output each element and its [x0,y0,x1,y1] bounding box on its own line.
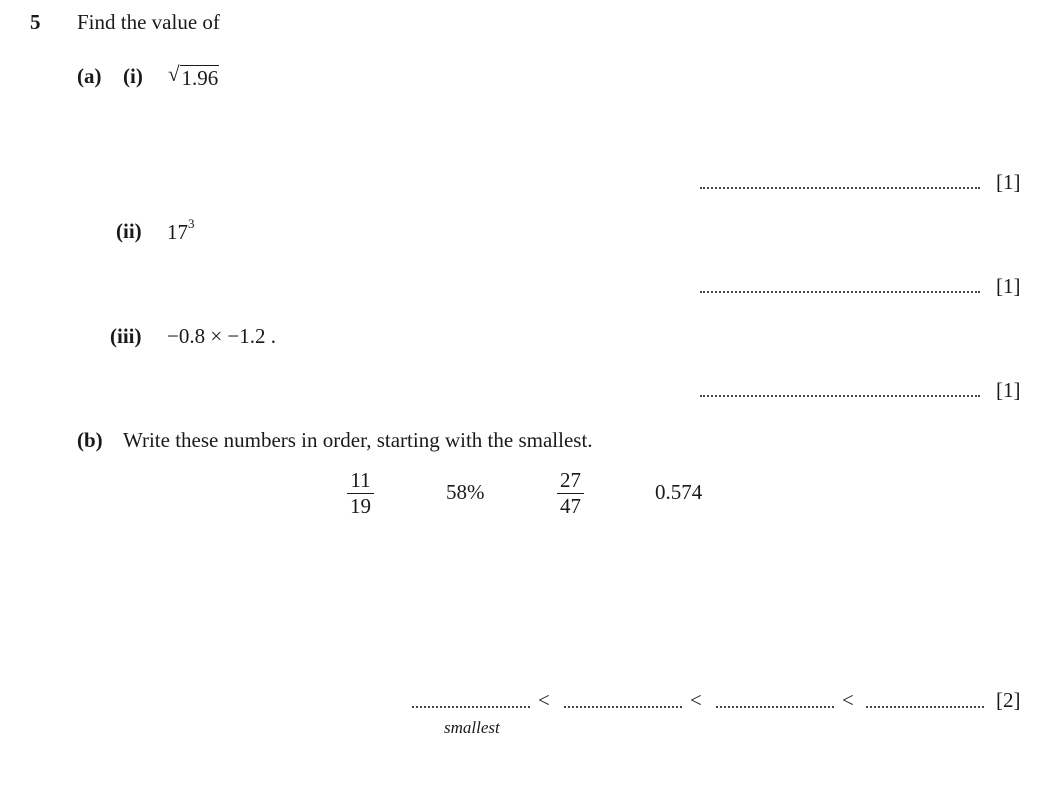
decimal-value: 0.574 [655,480,703,504]
percent-value: 58% [446,480,485,504]
radicand: 1.96 [181,66,219,90]
less-than-symbol: < [690,688,702,712]
question-prompt: Find the value of [77,10,220,34]
fraction-denominator: 47 [557,493,584,517]
answer-line-a-ii[interactable] [700,291,980,293]
order-answer-3[interactable] [716,706,834,708]
power-exponent: 3 [188,216,195,231]
part-b-label: (b) [77,428,103,452]
fraction-denominator: 19 [347,493,374,517]
order-answer-1[interactable] [412,706,530,708]
mark-b: [2] [996,688,1021,712]
answer-line-a-i[interactable] [700,187,980,189]
product-expression: −0.8 × −1.2 . [167,324,277,348]
smallest-label: smallest [444,718,500,737]
order-answer-4[interactable] [866,706,984,708]
answer-line-a-iii[interactable] [700,395,980,397]
mark-a-i: [1] [996,170,1021,194]
part-a-i-label: (i) [123,64,143,88]
less-than-symbol: < [842,688,854,712]
part-a-iii-label: (iii) [110,324,142,348]
mark-a-ii: [1] [996,274,1021,298]
question-number: 5 [30,10,41,34]
radical-sign: √ [168,62,180,86]
fraction-27-47 [557,470,584,517]
fraction-numerator: 27 [560,468,581,492]
power-expression [167,216,195,245]
power-base: 17 [167,220,188,244]
square-root-expression [168,64,219,89]
less-than-symbol: < [538,688,550,712]
order-answer-2[interactable] [564,706,682,708]
mark-a-iii: [1] [996,378,1021,402]
part-a-ii-label: (ii) [116,219,142,243]
part-b-instruction: Write these numbers in order, starting with the smallest. [123,428,593,452]
fraction-11-19 [347,470,374,517]
fraction-numerator: 11 [350,468,371,492]
part-a-label: (a) [77,64,102,88]
